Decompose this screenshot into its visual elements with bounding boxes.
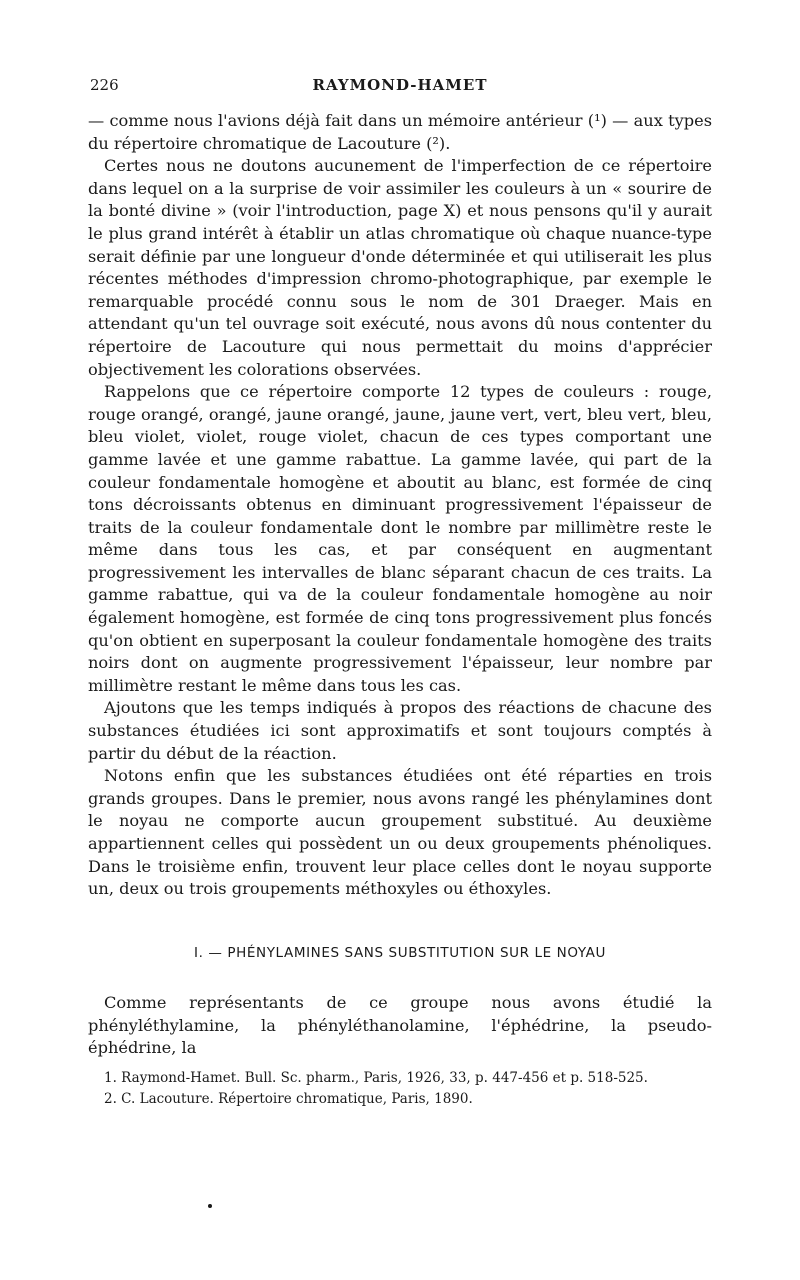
paragraph: Ajoutons que les temps indiqués à propos des réactions de chacune des substances étudiées ici sont approximatifs et sont toujours comptés à partir du début de la réaction. <box>88 698 712 763</box>
paragraph: — comme nous l'avions déjà fait dans un mémoire antérieur (¹) — aux types du répertoire chromatique de Lacouture (²). <box>88 111 712 153</box>
footnote: 1. Raymond-Hamet. Bull. Sc. pharm., Paris, 1926, 33, p. 447-456 et p. 518-525. <box>104 1070 648 1086</box>
main-text <box>88 110 712 901</box>
page-number: 226 <box>90 76 119 94</box>
running-head: RAYMOND-HAMET <box>312 76 488 94</box>
page-header <box>90 76 710 100</box>
paragraph: Rappelons que ce répertoire comporte 12 types de couleurs : rouge, rouge orangé, orangé, jaune orangé, jaune, jaune vert, vert, bleu vert, bleu, bleu violet, violet, rouge violet, chacun de ces types comportant une gamme lavée et une gamme rabattue. La gamme lavée, qui part de la couleur fondamentale homogène et aboutit au blanc, est formée de cinq tons décroissants obtenus en diminuant progressivement l'épaisseur de traits de la couleur fondamentale dont le nombre par millimètre reste le même dans tous les cas, et par conséquent en augmentant progressivement les intervalles de blanc séparant chacun de ces traits. La gamme rabattue, qui va de la couleur fondamentale homogène au noir également homogène, est formée de cinq tons progressivement plus foncés qu'on obtient en superposant la couleur fondamentale homogène des traits noirs dont on augmente progressivement l'épaisseur, leur nombre par millimètre restant le même dans tous les cas. <box>88 382 712 695</box>
paragraph: Certes nous ne doutons aucunement de l'imperfection de ce répertoire dans lequel on a la surprise de voir assimiler les couleurs à un « sourire de la bonté divine » (voir l'introduction, page X) et nous pensons qu'il y aurait le plus grand intérêt à établir un atlas chromatique où chaque nuance-type serait définie par une longueur d'onde déterminée et qui utiliserait les plus récentes méthodes d'impression chromo-photographique, par exemple le remarquable procédé connu sous le nom de 301 Draeger. Mais en attendant qu'un tel ouvrage soit exécuté, nous avons dû nous contenter du répertoire de Lacouture qui nous permettait du moins d'apprécier objectivement les colorations observées. <box>88 156 712 379</box>
paragraph: Comme représentants de ce groupe nous avons étudié la phényléthylamine, la phényléthanolamine, l'éphédrine, la pseudo-éphédrine, la <box>88 993 712 1058</box>
footnote: 2. C. Lacouture. Répertoire chromatique, Paris, 1890. <box>104 1091 473 1107</box>
print-speck <box>208 1204 212 1208</box>
section-text <box>88 992 712 1060</box>
section-heading: I. — PHÉNYLAMINES SANS SUBSTITUTION SUR LE NOYAU <box>194 945 606 961</box>
paragraph: Notons enfin que les substances étudiées ont été réparties en trois grands groupes. Dans le premier, nous avons rangé les phénylamines dont le noyau ne comporte aucun groupement substitué. Au deuxième appartiennent celles qui possèdent un ou deux groupements phénoliques. Dans le troisième enfin, trouvent leur place celles dont le noyau supporte un, deux ou trois groupements méthoxyles ou éthoxyles. <box>88 766 712 899</box>
footnotes <box>104 1068 704 1110</box>
